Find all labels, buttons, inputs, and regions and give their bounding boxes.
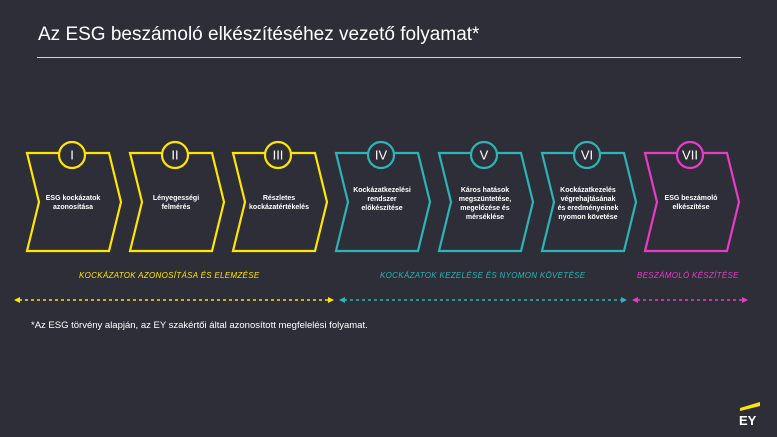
- group-label-management: KOCKÁZATOK KEZELÉSE ÉS NYOMON KÖVETÉSE: [380, 271, 586, 280]
- process-step-1: [27, 142, 121, 251]
- process-step-3: [233, 142, 327, 251]
- step-numeral: IV: [374, 147, 388, 163]
- step-label-line: Kockázatkezelés: [560, 187, 616, 194]
- process-step-6: [542, 142, 636, 251]
- step-label-line: ESG kockázatok: [45, 195, 101, 202]
- group-span-arrow: [339, 297, 627, 303]
- group-span-arrow: [14, 297, 334, 303]
- step-label-line: megelőzése és: [460, 205, 510, 212]
- step-label-line: végrehajtásának: [560, 196, 616, 203]
- step-label-line: rendszer: [367, 196, 397, 203]
- step-numeral: II: [171, 147, 179, 163]
- step-label-line: azonosítása: [52, 204, 94, 211]
- step-numeral: I: [70, 147, 74, 163]
- step-label-line: felmérés: [161, 204, 191, 211]
- group-span-arrow: [632, 297, 748, 303]
- group-label-reporting: BESZÁMOLÓ KÉSZÍTÉSE: [637, 271, 739, 280]
- step-numeral: VII: [682, 147, 698, 163]
- step-label-line: megszüntetése,: [458, 196, 512, 203]
- step-numeral: VI: [580, 147, 594, 163]
- step-label-line: kockázatértékelés: [249, 204, 309, 211]
- step-label-line: Lényegességi: [152, 195, 200, 202]
- step-label-line: nyomon követése: [558, 214, 618, 221]
- page-title: Az ESG beszámoló elkészítéséhez vezető folyamat*: [38, 24, 480, 45]
- process-step-7: [645, 142, 739, 251]
- step-numeral: III: [272, 147, 284, 163]
- step-label-line: előkészítése: [361, 205, 403, 212]
- step-label-line: Káros hatások: [460, 187, 510, 194]
- logo-text: EY: [739, 413, 757, 428]
- ey-logo-icon: [738, 402, 762, 428]
- step-label-line: és eredményeinek: [557, 205, 619, 212]
- group-label-identification: KOCKÁZATOK AZONOSÍTÁSA ÉS ELEMZÉSE: [79, 271, 260, 280]
- footnote: *Az ESG törvény alapján, az EY szakértői által azonosított megfelelési folyamat.: [31, 320, 368, 331]
- process-step-5: [439, 142, 533, 251]
- process-step-4: [336, 142, 430, 251]
- step-label-line: Részletes: [262, 195, 296, 202]
- step-label-line: elkészítése: [672, 204, 710, 211]
- step-label-line: Kockázatkezelési: [353, 187, 411, 194]
- process-step-2: [130, 142, 224, 251]
- step-label-line: ESG beszámoló: [664, 195, 718, 202]
- step-label-line: mérséklése: [465, 214, 505, 221]
- step-numeral: V: [479, 147, 489, 163]
